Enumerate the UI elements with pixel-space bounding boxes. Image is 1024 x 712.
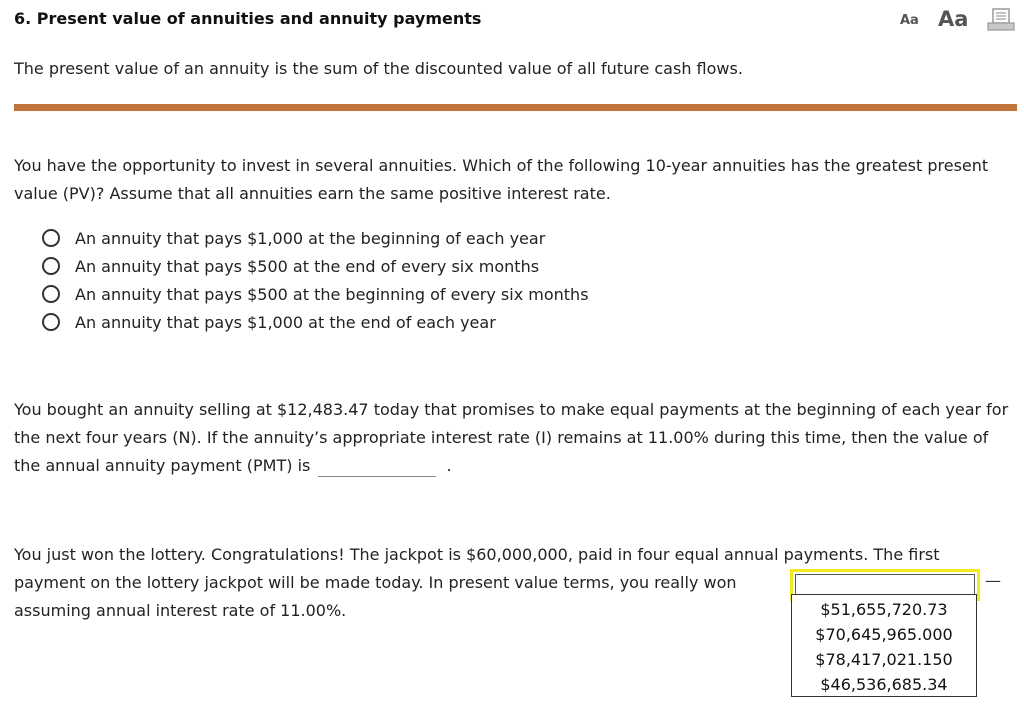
question-title: 6. Present value of annuities and annuity payments (14, 9, 482, 28)
question-2 (14, 396, 1014, 480)
intro-text: The present value of an annuity is the sum of the discounted value of all future cash flows. (14, 59, 743, 78)
dropdown-option[interactable]: $51,655,720.73 (820, 600, 948, 619)
question-3-text-end: assuming annual interest rate of 11.00%. (14, 601, 347, 620)
font-size-increase-button[interactable]: Aa (938, 7, 969, 31)
question-1-options (42, 224, 589, 336)
radio-button[interactable] (42, 229, 60, 247)
dropdown-option[interactable]: $70,645,965.000 (815, 625, 953, 644)
dropdown-option[interactable]: $78,417,021.150 (815, 650, 953, 669)
dropdown-field[interactable] (795, 574, 975, 596)
radio-option-label: An annuity that pays $500 at the end of every six months (75, 256, 540, 276)
section-divider (14, 104, 1017, 111)
dropdown-dash: — (985, 571, 1001, 590)
font-size-decrease-button[interactable]: Aa (900, 13, 919, 28)
radio-option-label: An annuity that pays $1,000 at the end of each year (75, 312, 496, 332)
question-2-text: You bought an annuity selling at $12,483.47 today that promises to make equal payments at the beginning of each year for the next four years (N). If the annuity’s appropriate interest rate (I) remains at 11.00% during this time, then the value of the annual annuity payment (PMT) is (14, 400, 1009, 475)
pmt-answer-blank[interactable] (318, 458, 436, 477)
question-1-text: You have the opportunity to invest in several annuities. Which of the following 10-year annuities has the greatest present value (PV)? Assume that all annuities earn the same positive interest rate. (14, 156, 989, 203)
question-3-text: You just won the lottery. Congratulations! The jackpot is $60,000,000, paid in four equal annual payments. The first payment on the lottery jackpot will be made today. In present value terms, you really won (14, 545, 940, 592)
dropdown-options-list (791, 594, 977, 697)
radio-option-1[interactable] (42, 224, 589, 252)
radio-button[interactable] (42, 313, 60, 331)
radio-option-label: An annuity that pays $1,000 at the beginning of each year (75, 228, 546, 248)
radio-option-4[interactable] (42, 308, 589, 336)
radio-option-3[interactable] (42, 280, 589, 308)
dropdown-option[interactable]: $46,536,685.34 (820, 675, 948, 694)
print-icon[interactable] (986, 8, 1016, 32)
radio-option-label: An annuity that pays $500 at the beginning of every six months (75, 284, 589, 304)
radio-option-2[interactable] (42, 252, 589, 280)
radio-button[interactable] (42, 285, 60, 303)
question-2-period: . (446, 456, 452, 475)
radio-button[interactable] (42, 257, 60, 275)
